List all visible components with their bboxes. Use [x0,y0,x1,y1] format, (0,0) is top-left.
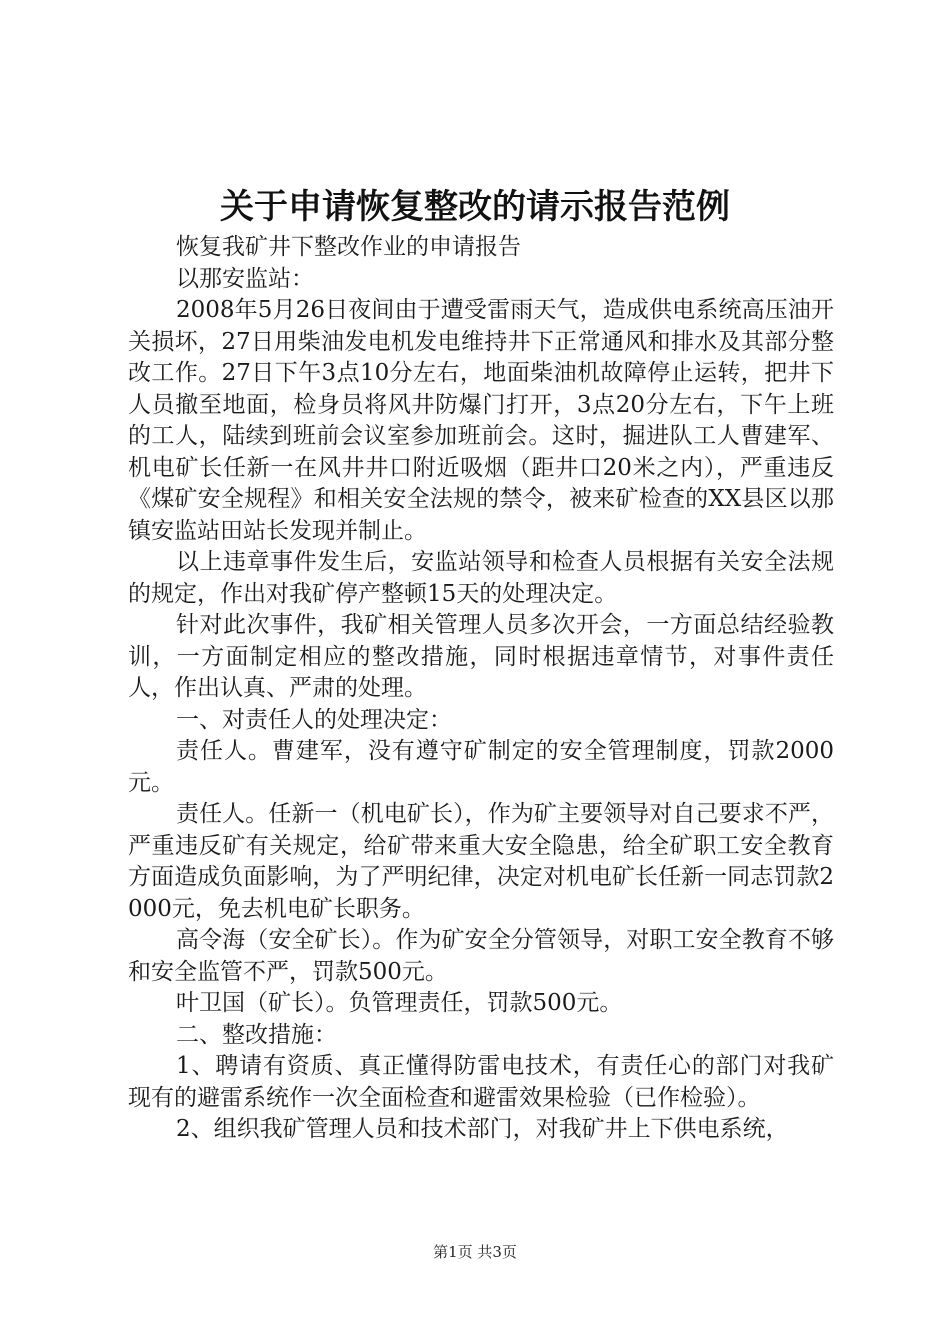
paragraph-penalty-gao: 高令海（安全矿长）。作为矿安全分管领导，对职工安全教育不够和安全监管不严，罚款500元。 [128,927,834,985]
page-number-footer: 第1页 共3页 [433,1243,517,1261]
paragraph-measure-1: 1、聘请有资质、真正懂得防雷电技术，有责任心的部门对我矿现有的避雷系统作一次全面检查和避雷效果检验（已作检验）。 [128,1053,834,1111]
paragraph-response-meeting: 针对此次事件，我矿相关管理人员多次开会，一方面总结经验教训，一方面制定相应的整改措施，同时根据违章情节，对事件责任人，作出认真、严肃的处理。 [128,612,834,701]
paragraph-penalty-cao: 责任人。曹建军，没有遵守矿制定的安全管理制度，罚款2000元。 [128,738,834,796]
paragraph-measure-2: 2、组织我矿管理人员和技术部门，对我矿井上下供电系统， [176,1116,789,1142]
paragraph-incident-description: 2008年5月26日夜间由于遭受雷雨天气，造成供电系统高压油开关损坏，27日用柴油发电机发电维持井下正常通风和排水及其部分整改工作。27日下午3点10分左右，地面柴油机故障停止运转，把井下人员撤至地面，检身员将风井防爆门打开，3点20分左右，下午上班的工人，陆续到班前会议室参加班前会。这时，掘进队工人曹建军、机电矿长任新一在风井井口附近吸烟（距井口20米之内），严重违反《煤矿安全规程》和相关安全法规的禁令，被来矿检查的XX县区以那镇安监站田站长发现并制止。 [128,297,834,544]
document-body [128,232,834,1146]
paragraph-recipient: 以那安监站： [176,265,314,292]
paragraph-penalty-ye: 叶卫国（矿长）。负管理责任，罚款500元。 [176,990,623,1016]
section-heading-responsibility: 一、对责任人的处理决定： [176,706,452,733]
paragraph-penalty-decision: 以上违章事件发生后，安监站领导和检查人员根据有关安全法规的规定，作出对我矿停产整顿15天的处理决定。 [128,549,834,607]
paragraph-report-subject: 恢复我矿井下整改作业的申请报告 [176,234,521,260]
section-heading-measures: 二、整改措施： [176,1021,337,1048]
paragraph-penalty-ren: 责任人。任新一（机电矿长），作为矿主要领导对自己要求不严，严重违反矿有关规定，给矿带来重大安全隐患，给全矿职工安全教育方面造成负面影响，为了严明纪律，决定对机电矿长任新一同志罚款2000元，免去机电矿长职务。 [128,801,834,922]
document-title: 关于申请恢复整改的请示报告范例 [220,187,730,227]
